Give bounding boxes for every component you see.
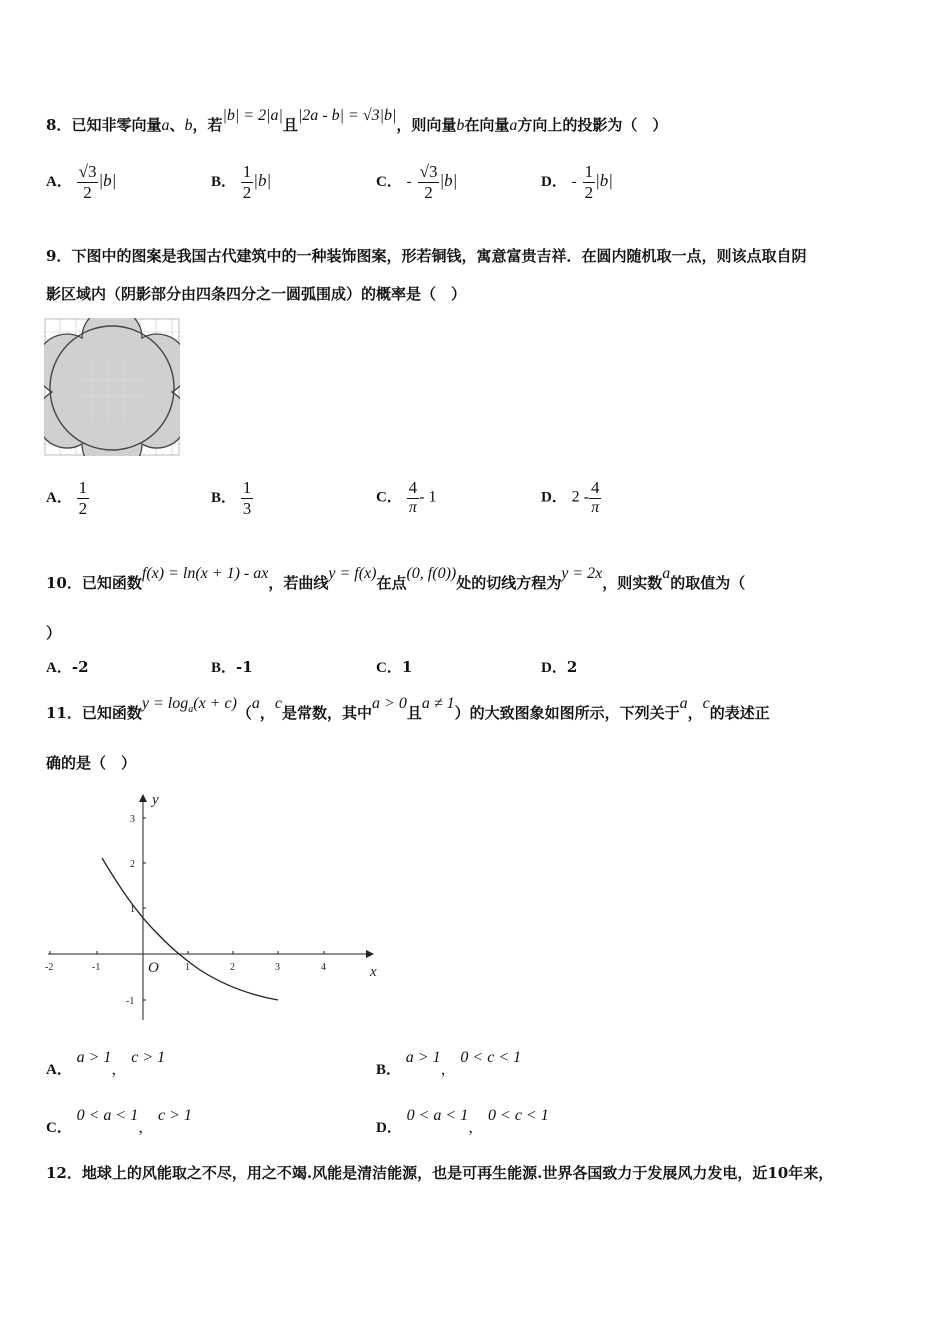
condition-1: |b| = 2|a| (222, 107, 283, 124)
q8-option-d[interactable]: D． - $\frac{1}{2}$ |b| (541, 162, 613, 202)
origin-label: O (148, 960, 159, 976)
q10-option-c[interactable]: C．1 (376, 658, 413, 676)
question-12-stem: 12．地球上的风能取之不尽，用之不竭.风能是清洁能源，也是可再生能源.世界各国致力于发展风力发电，近10年来， (46, 1164, 834, 1182)
coin-pattern-figure (44, 318, 180, 456)
question-number: 10． (46, 574, 82, 592)
x-tick-label: -2 (45, 962, 54, 973)
q9-option-b[interactable]: B． $\frac{1}{3}$ (211, 478, 252, 518)
y-tick-label: -1 (126, 996, 135, 1007)
question-number: 9． (46, 247, 72, 265)
q11-option-a[interactable]: A． a > 1， c > 1 (46, 1049, 166, 1078)
y-axis-arrow (139, 794, 147, 802)
q9-option-c[interactable]: C． $\frac{4}{\pi}$ - 1 (376, 478, 437, 516)
x-axis-arrow (366, 950, 374, 958)
fraction: $\frac{4}{\pi}$ (590, 478, 600, 516)
q11-option-d[interactable]: D． 0 < a < 1， 0 < c < 1 (376, 1107, 549, 1136)
question-11-stem: 11．已知函数$y = \log_a(x + c)(a$，c是常数，其中a > 0且a ≠ 1）的大致图象如图所示，下列关于a，c的表述正 (46, 695, 770, 722)
q11-option-b[interactable]: B． a > 1， 0 < c < 1 (376, 1049, 522, 1078)
q8-option-c[interactable]: C． - $\frac{√3}{2}$ |b| (376, 162, 458, 202)
question-number: 8． (46, 116, 72, 134)
x-tick-label: 4 (321, 962, 326, 973)
fraction: $\frac{1}{3}$ (242, 478, 252, 518)
question-9-stem-line1: 9．下图中的图案是我国古代建筑中的一种装饰图案，形若铜钱，寓意富贵吉祥．在圆内随机取一点，则该点取自阴 (46, 247, 807, 265)
question-9-stem-line2: 影区域内（阴影部分由四条四分之一圆弧围成）的概率是（ ） (46, 285, 467, 303)
function-curve (102, 858, 278, 1000)
q8-option-b[interactable]: B． $\frac{1}{2}$ |b| (211, 162, 272, 202)
q9-option-d[interactable]: D． 2 - $\frac{4}{\pi}$ (541, 478, 600, 516)
question-10-stem: 10．已知函数f(x) = ln(x + 1) - ax，若曲线y = f(x)在点(0, f(0))处的切线方程为y = 2x，则实数a的取值为（ (46, 565, 746, 592)
fraction: $\frac{√3}{2}$ (419, 162, 438, 202)
question-number: 11． (46, 704, 82, 722)
x-axis-label: x (370, 964, 377, 980)
question-11-stem-line2: 确的是（ ） (46, 754, 137, 772)
x-tick-label: 1 (185, 962, 190, 973)
y-tick-label: 2 (130, 859, 135, 870)
question-8-stem: 8．已知非零向量a、b，若|b| = 2|a|且|2a - b| = √3|b|，则向量b在向量a方向上的投影为（ ） (46, 107, 668, 134)
log-function-graph (40, 788, 390, 1028)
fraction: $\frac{1}{2}$ (584, 162, 594, 202)
q9-option-a[interactable]: A． $\frac{1}{2}$ (46, 478, 88, 518)
fraction: $\frac{√3}{2}$ (78, 162, 97, 202)
q10-option-b[interactable]: B．-1 (211, 658, 253, 676)
y-tick-label: 3 (130, 814, 135, 825)
x-tick-label: 3 (275, 962, 280, 973)
q10-option-a[interactable]: A．-2 (46, 658, 89, 676)
log-function: $y = \log_a(x + c)$ (141, 695, 237, 716)
function-definition: f(x) = ln(x + 1) - ax (141, 565, 269, 582)
y-axis-label: y (152, 792, 159, 808)
x-tick-label: 2 (230, 962, 235, 973)
fraction: $\frac{1}{2}$ (242, 162, 252, 202)
question-number: 12． (46, 1164, 82, 1182)
q8-option-a[interactable]: A． $\frac{√3}{2}$ |b| (46, 162, 117, 202)
condition-2: |2a - b| = √3|b| (297, 107, 397, 124)
fraction: $\frac{4}{\pi}$ (408, 478, 418, 516)
question-10-close-paren: ） (46, 624, 62, 642)
x-tick-label: -1 (92, 962, 101, 973)
q11-option-c[interactable]: C． 0 < a < 1， c > 1 (46, 1107, 192, 1136)
y-tick-label: 1 (130, 904, 135, 915)
q10-option-d[interactable]: D．2 (541, 658, 578, 676)
fraction: $\frac{1}{2}$ (78, 478, 88, 518)
